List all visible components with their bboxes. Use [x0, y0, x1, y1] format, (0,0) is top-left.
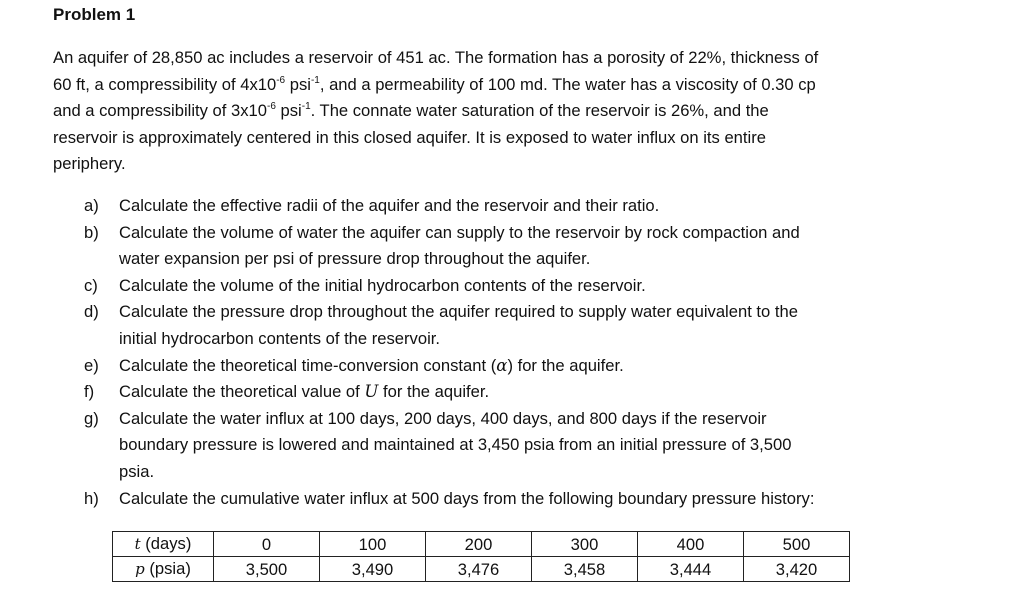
problem-title: Problem 1	[53, 5, 136, 24]
table-cell: 200	[426, 532, 532, 557]
question-label: f)	[84, 382, 95, 402]
table-cell: 100	[320, 532, 426, 557]
table-cell: 500	[744, 532, 850, 557]
pressure-history-table	[112, 531, 850, 582]
table-row-pressure	[113, 557, 850, 582]
question-label: e)	[84, 355, 99, 375]
question-list	[84, 193, 964, 512]
table-cell: 400	[638, 532, 744, 557]
u-symbol: U	[364, 382, 379, 402]
question-h: h) Calculate the cumulative water influx at 500 days from the following boundary pressure history:	[84, 486, 964, 513]
question-e: e) Calculate the theoretical time-conversion constant (α) for the aquifer.	[84, 353, 964, 380]
question-label: a)	[84, 196, 99, 215]
intro-line-3: and a compressibility of $3x10^{-6}$ psi$^{-1}$. The connate water saturation of the reservoir is 26%, and the	[53, 101, 769, 121]
table-cell: 3,500	[214, 557, 320, 582]
question-f: f) Calculate the theoretical value of U for the aquifer.	[84, 379, 964, 406]
intro-line-1: An aquifer of 28,850 ac includes a reservoir of 451 ac. The formation has a porosity of 22%, thickness of	[53, 48, 819, 67]
question-c: c) Calculate the volume of the initial hydrocarbon contents of the reservoir.	[84, 273, 964, 300]
question-label: b)	[84, 222, 99, 242]
question-label: g)	[84, 408, 99, 428]
table-cell: 3,420	[744, 557, 850, 582]
question-d: d) Calculate the pressure drop throughout the aquifer required to supply water equivalent to the initial hydrocarbon contents of the reservoir.	[84, 299, 964, 352]
table-cell: 300	[532, 532, 638, 557]
time-header: t (days)	[113, 532, 214, 557]
table-row-time	[113, 532, 850, 557]
intro-line-4: reservoir is approximately centered in this closed aquifer. It is exposed to water influx on its entire	[53, 127, 766, 147]
table-cell: 3,444	[638, 557, 744, 582]
intro-line-2: 60 ft, a compressibility of $4x10^{-6}$ psi$^{-1}$, and a permeability of 100 md. The water has a viscosity of 0.30 cp	[53, 74, 816, 94]
intro-line-5: periphery.	[53, 154, 126, 174]
table-cell: 3,490	[320, 557, 426, 582]
table-cell: 3,476	[426, 557, 532, 582]
question-label: d)	[84, 302, 99, 322]
pressure-header: p (psia)	[113, 557, 214, 582]
table-cell: 3,458	[532, 557, 638, 582]
question-label: c)	[84, 275, 98, 295]
question-label: h)	[84, 488, 99, 508]
question-b: b) Calculate the volume of water the aquifer can supply to the reservoir by rock compaction and water expansion per psi of pressure drop throughout the aquifer.	[84, 220, 964, 273]
question-a: a) Calculate the effective radii of the aquifer and the reservoir and their ratio.	[84, 193, 964, 220]
question-g: g) Calculate the water influx at 100 days, 200 days, 400 days, and 800 days if the reservoir boundary pressure is lowered and maintained at 3,450 psia from an initial pressure of 3,500 psia.	[84, 406, 964, 486]
alpha-symbol: α	[496, 355, 508, 375]
table-cell: 0	[214, 532, 320, 557]
problem-statement	[53, 45, 933, 178]
